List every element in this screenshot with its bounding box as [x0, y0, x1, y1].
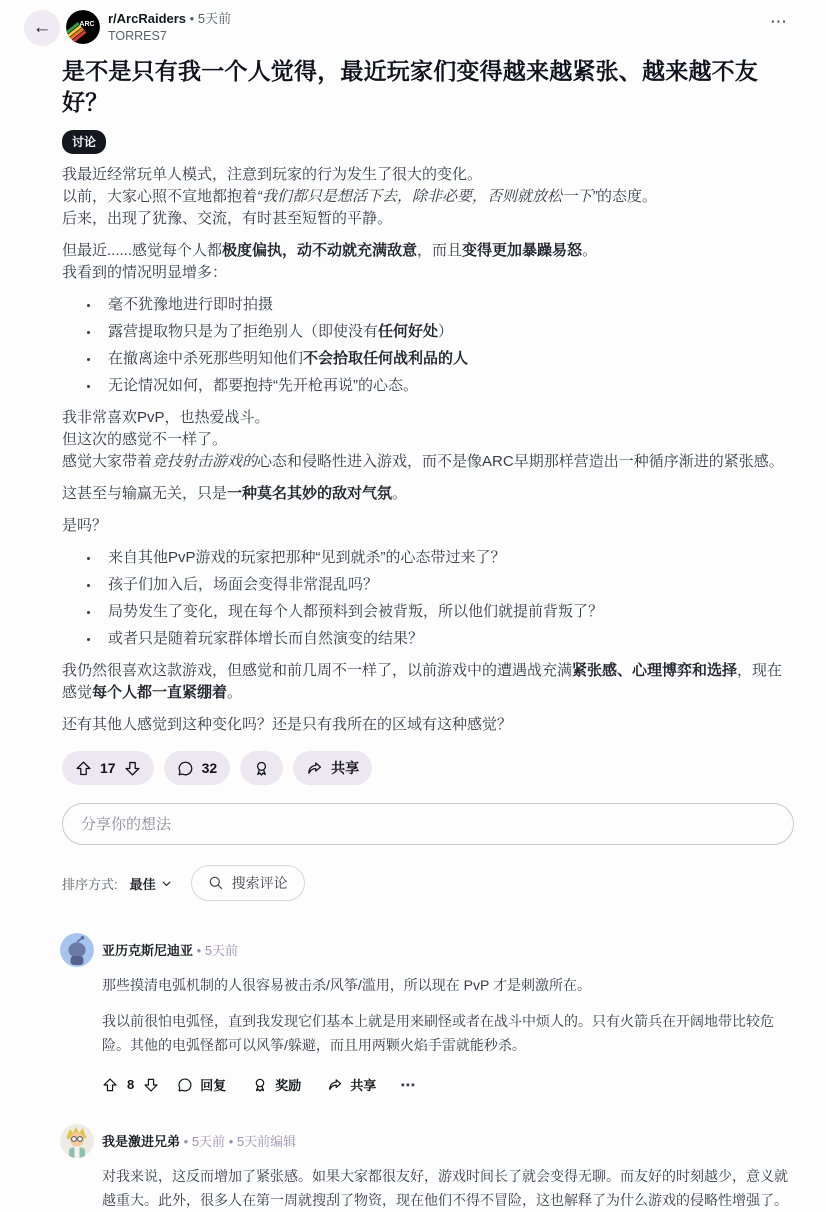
post-paragraph — [62, 483, 792, 505]
text-segment: 我看到的情况明显增多： — [62, 264, 228, 282]
sort-dropdown[interactable] — [130, 874, 173, 893]
award-button[interactable] — [240, 751, 283, 785]
search-comments-label: 搜索评论 — [231, 875, 288, 892]
snoo-avatar-icon — [60, 933, 94, 967]
post-bullet-list — [62, 294, 792, 397]
share-button[interactable] — [293, 751, 372, 785]
share-label: 共享 — [350, 1078, 377, 1094]
text-segment: 露营提取物只是为了拒绝别人（即使没有 — [108, 323, 379, 341]
comment-time: 5天前 — [204, 943, 239, 959]
text-segment: 。 — [227, 684, 243, 702]
text-segment: 但这次的感觉不一样了。 — [62, 431, 228, 449]
post-paragraph — [62, 714, 792, 736]
back-arrow-icon: ← — [32, 17, 52, 38]
meta-separator: • — [189, 11, 195, 26]
downvote-icon — [124, 760, 141, 777]
comment-body — [102, 1164, 792, 1212]
text-segment: ，现在感觉 — [62, 662, 783, 702]
comment-body — [102, 973, 792, 1057]
award-label: 奖励 — [275, 1078, 302, 1094]
post-paragraph — [62, 240, 792, 284]
text-segment: 但最近......感觉每个人都 — [62, 242, 223, 260]
upvote-icon — [102, 1077, 118, 1093]
text-segment: 任何好处 — [378, 323, 439, 341]
back-button[interactable] — [24, 10, 60, 46]
search-comments-button[interactable] — [191, 865, 305, 901]
comment-more-button[interactable] — [394, 1076, 422, 1094]
upvote-button[interactable] — [75, 760, 92, 777]
text-segment: 我仍然很喜欢这款游戏，但感觉和前几周不一样了，以前游戏中的遭遇战充满 — [62, 662, 573, 680]
bullet-item — [100, 294, 792, 316]
text-segment: 还有其他人感觉到这种变化吗？还是只有我所在的区域有这种感觉？ — [62, 716, 513, 734]
text-segment: 。 — [392, 485, 408, 503]
comment-paragraph: 我以前很怕电弧怪，直到我发现它们基本上就是用来刷怪或者在战斗中烦人的。只有火箭兵在开阔地带比较危险。其他的电弧怪都可以风筝/躲避，而且用两颗火焰手雷就能秒杀。 — [102, 1013, 774, 1054]
comment — [62, 1124, 792, 1212]
text-segment: 的态度。 — [597, 188, 658, 206]
text-segment: 。 — [582, 242, 598, 260]
text-segment: 在撤离途中杀死那些明知他们 — [108, 350, 304, 368]
vote-count: 17 — [100, 760, 116, 777]
comment-count: 32 — [201, 760, 218, 777]
comment-author[interactable]: 亚历克斯尼迪亚 — [102, 943, 194, 959]
meta-separator: • — [183, 1134, 189, 1150]
bullet-item — [100, 547, 792, 569]
award-icon — [253, 760, 270, 777]
post-action-bar — [62, 751, 792, 785]
comment-paragraph: 那些摸清电弧机制的人很容易被击杀/风筝/滥用，所以现在 PvP 才是刺激所在。 — [102, 977, 591, 994]
text-segment: ） — [438, 323, 454, 341]
text-segment: 感觉大家带着 — [62, 453, 153, 471]
text-segment: 来自其他PvP游戏的玩家把那种“见到就杀”的心态带过来了？ — [108, 549, 506, 567]
text-segment: 心态和侵略性进入游戏，而不是像ARC早期那样营造出一种循序渐进的紧张感。 — [257, 453, 784, 471]
bullet-item — [100, 375, 792, 397]
vote-pill — [62, 751, 154, 785]
svg-text:ARC: ARC — [79, 21, 95, 28]
post-bullet-list — [62, 547, 792, 650]
share-icon — [327, 1077, 343, 1093]
post-meta — [108, 10, 231, 45]
share-label: 共享 — [331, 760, 360, 777]
comment-meta — [102, 1124, 792, 1150]
text-segment: 每个人都一直紧绷着 — [92, 684, 228, 702]
more-icon: ⋯ — [770, 12, 788, 31]
text-segment: 以前，大家心照不宣地都抱着 — [62, 188, 258, 206]
text-segment: 一种莫名其妙的敌对气氛 — [227, 485, 393, 503]
search-icon — [208, 875, 224, 891]
post-time: 5天前 — [197, 11, 232, 26]
downvote-icon — [143, 1077, 159, 1093]
subreddit-link[interactable]: r/ArcRaiders — [108, 11, 187, 26]
text-segment: 毫不犹豫地进行即时拍摄 — [108, 296, 274, 314]
text-segment: 紧张感、心理博弈和选择 — [572, 662, 738, 680]
comment-author-avatar[interactable] — [60, 1124, 94, 1158]
comment-reply-button[interactable] — [169, 1069, 234, 1100]
cartoon-avatar-icon — [60, 1124, 94, 1158]
bullet-item — [100, 348, 792, 370]
comment — [62, 933, 792, 1100]
comment-bubble-icon — [177, 1077, 193, 1093]
text-segment: 或者只是随着玩家群体增长而自然演变的结果？ — [108, 630, 424, 648]
text-segment: 无论情况如何，都要抱持“先开枪再说”的心态。 — [108, 377, 418, 395]
comment-composer-input[interactable] — [62, 803, 794, 845]
post-paragraph — [62, 407, 792, 473]
text-segment: 孩子们加入后，场面会变得非常混乱吗？ — [108, 576, 379, 594]
bullet-item — [100, 601, 792, 623]
downvote-button[interactable] — [124, 760, 141, 777]
text-segment: 不会拾取任何战利品的人 — [303, 350, 469, 368]
comment-edited-time: 5天前编辑 — [236, 1134, 297, 1150]
text-segment: 这甚至与输赢无关，只是 — [62, 485, 228, 503]
comment-paragraph: 对我来说，这反而增加了紧张感。如果大家都很友好，游戏时间长了就会变得无聊。而友好的时刻越少，意义就越重大。此外，很多人在第一周就搜刮了物资，现在他们不得不冒险，这也解释了为什么游戏的侵略性增强了。 — [102, 1168, 788, 1209]
post-more-button[interactable] — [770, 12, 788, 32]
meta-separator: • — [196, 943, 202, 959]
comments-section — [62, 933, 792, 1212]
bullet-item — [100, 628, 792, 650]
post-paragraph — [62, 515, 792, 537]
arc-raiders-logo-icon — [66, 10, 100, 44]
chevron-down-icon — [160, 877, 173, 890]
text-segment: 后来，出现了犹豫、交流，有时甚至短暂的平静。 — [62, 210, 393, 228]
upvote-icon — [75, 760, 92, 777]
award-icon — [252, 1077, 268, 1093]
text-segment: 竞技射击游戏的 — [152, 453, 258, 471]
post-author[interactable]: TORRES7 — [108, 29, 167, 44]
text-segment: 局势发生了变化，现在每个人都预料到会被背叛，所以他们就提前背叛了？ — [108, 603, 604, 621]
reply-label: 回复 — [200, 1078, 227, 1094]
comment-award-button[interactable] — [244, 1069, 309, 1100]
post-paragraph — [62, 164, 792, 230]
comment-vote-count: 8 — [127, 1077, 135, 1093]
text-segment: 变得更加暴躁易怒 — [462, 242, 583, 260]
comment-upvote-button[interactable] — [102, 1077, 118, 1093]
comment-author[interactable]: 我是激进兄弟 — [102, 1134, 181, 1150]
text-segment: 我非常喜欢PvP，也热爱战斗。 — [62, 409, 270, 427]
post-content — [24, 56, 792, 1212]
bullet-item — [100, 321, 792, 343]
comments-button[interactable] — [164, 751, 231, 785]
subreddit-avatar[interactable] — [66, 10, 100, 44]
text-segment: “我们都只是想活下去，除非必要，否则就放松一下” — [257, 188, 598, 206]
comment-action-bar — [102, 1069, 792, 1100]
sort-label: 排序方式: — [62, 876, 118, 892]
text-segment: 我最近经常玩单人模式，注意到玩家的行为发生了很大的变化。 — [62, 166, 483, 184]
text-segment: 极度偏执，动不动就充满敌意 — [222, 242, 418, 260]
text-segment: 是吗？ — [62, 517, 108, 535]
share-icon — [306, 760, 323, 777]
meta-separator: • — [228, 1134, 234, 1150]
post-title: 是不是只有我一个人觉得，最近玩家们变得越来越紧张、越来越不友好？ — [62, 58, 758, 116]
comment-time: 5天前 — [191, 1134, 226, 1150]
text-segment: ，而且 — [417, 242, 463, 260]
post-header — [24, 10, 792, 46]
bullet-item — [100, 574, 792, 596]
comment-bubble-icon — [177, 760, 194, 777]
comment-share-button[interactable] — [319, 1069, 384, 1100]
post-paragraph — [62, 660, 792, 704]
sort-selected-value: 最佳 — [129, 876, 156, 892]
post-body — [62, 164, 792, 736]
comment-downvote-button[interactable] — [143, 1077, 159, 1093]
post-flair-badge[interactable]: 讨论 — [62, 130, 106, 154]
comment-sort-row — [62, 865, 792, 901]
comment-meta — [102, 933, 792, 959]
comment-author-avatar[interactable] — [60, 933, 94, 967]
more-icon: ⋯ — [400, 1076, 417, 1094]
